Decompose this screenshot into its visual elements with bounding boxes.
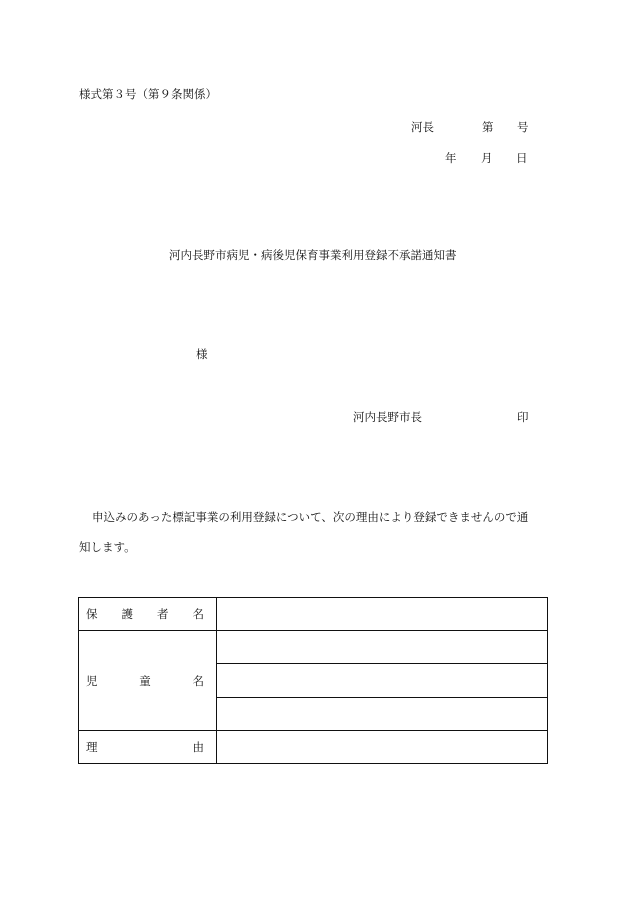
child-label-char: 名 [192, 673, 204, 688]
child-label-char: 童 [139, 673, 151, 688]
guardian-label-char: 者 [157, 607, 169, 621]
child-name-cell-3[interactable] [217, 697, 548, 730]
issuer-name: 河内長野市長 [353, 410, 422, 424]
doc-ref-dai: 第 [482, 120, 494, 134]
guardian-name-label [79, 598, 217, 631]
reason-label-char: 由 [192, 740, 204, 754]
child-name-cell-1[interactable] [217, 631, 548, 664]
date-month: 月 [481, 151, 493, 165]
document-title: 河内長野市病児・病後児保育事業利用登録不承諾通知書 [169, 248, 457, 262]
doc-ref-gou: 号 [517, 120, 529, 134]
body-text-line1: 申込みのあった標記事業の利用登録について、次の理由により登録できませんので通 [92, 510, 529, 524]
child-label-char: 児 [86, 673, 98, 688]
seal-mark: 印 [517, 410, 529, 424]
child-name-label [79, 631, 217, 731]
form-number: 様式第３号（第９条関係） [79, 87, 217, 101]
reason-label-char: 理 [86, 740, 98, 754]
reason-cell[interactable] [217, 731, 548, 764]
addressee-suffix: 様 [196, 347, 208, 361]
table-row-guardian [79, 598, 548, 631]
details-table [78, 597, 548, 764]
doc-ref-prefix: 河長 [411, 120, 434, 134]
date-year: 年 [445, 151, 457, 165]
guardian-label-char: 名 [192, 607, 204, 621]
guardian-label-char: 保 [86, 607, 98, 621]
child-name-cell-2[interactable] [217, 664, 548, 697]
table-row-reason [79, 731, 548, 764]
table-row-child-1 [79, 631, 548, 664]
date-day: 日 [516, 151, 528, 165]
reason-label [79, 731, 217, 764]
guardian-name-cell[interactable] [217, 598, 548, 631]
body-text-line2: 知します。 [79, 540, 136, 554]
guardian-label-char: 護 [121, 607, 133, 621]
